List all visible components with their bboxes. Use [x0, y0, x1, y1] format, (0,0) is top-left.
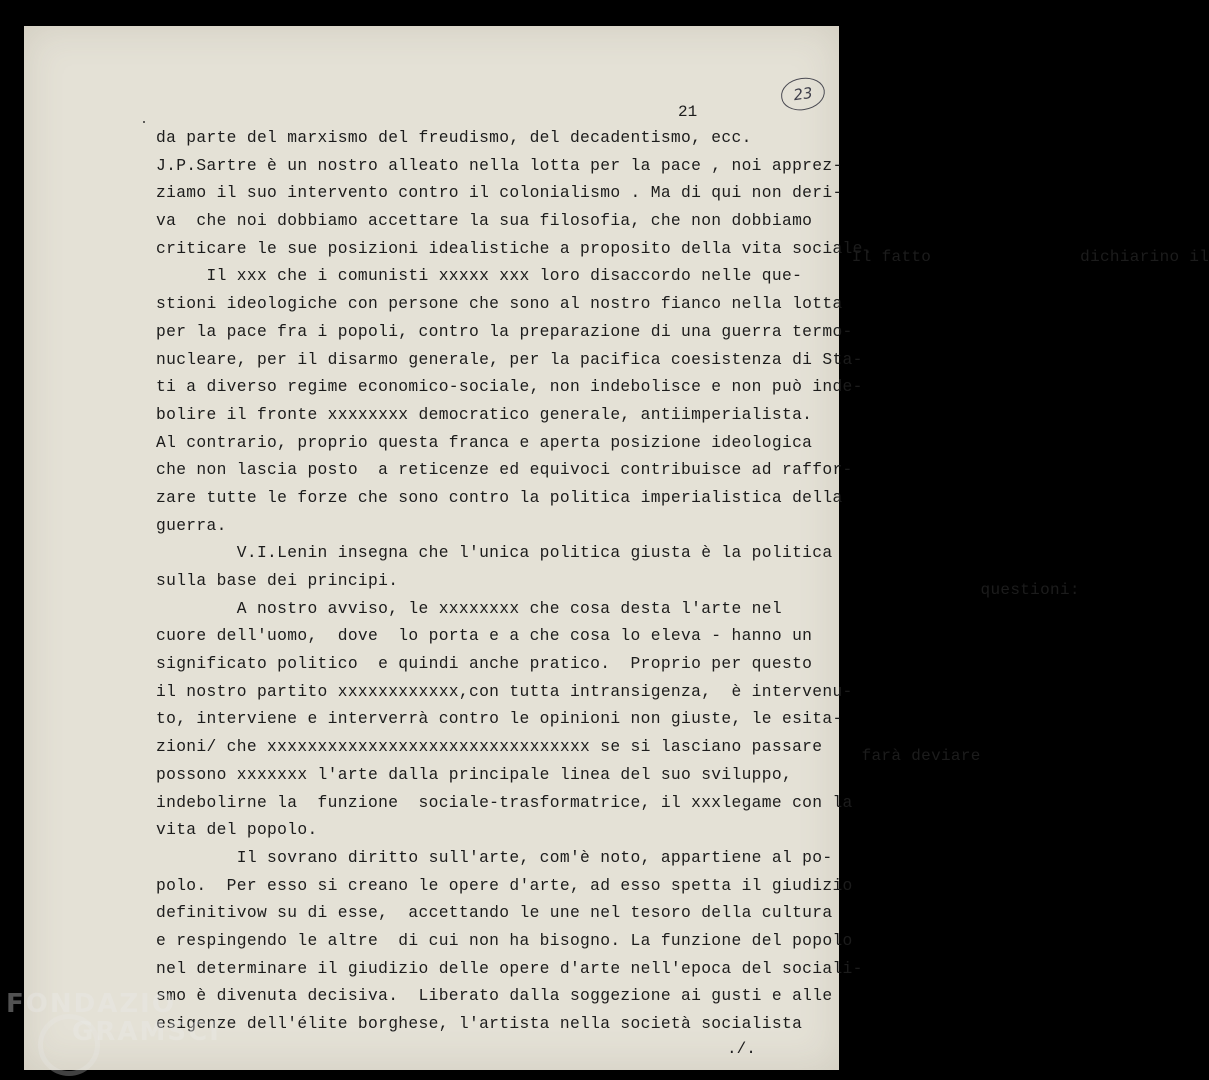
text-line: A nostro avviso, le xxxxxxxx che cosa desta l'arte nel questioni: — [156, 580, 1080, 618]
text-line: V.I.Lenin insegna che l'unica politica giusta è la politica — [156, 543, 833, 563]
text-line: Il sovrano diritto sull'arte, com'è noto, appartiene al po- — [156, 847, 833, 867]
text-line: to, interviene e interverrà contro le opinioni non giuste, le esita- — [156, 709, 843, 729]
text-line: il nostro partito xxxxxxxxxxxx,con tutta intransigenza, è intervenu- — [156, 681, 853, 701]
text-line: va che noi dobbiamo accettare la sua filosofia, che non dobbiamo — [156, 211, 813, 231]
text-line: ziamo il suo intervento contro il colonialismo . Ma di qui non deri- — [156, 183, 843, 203]
text-line: zare tutte le forze che sono contro la politica imperialistica della — [156, 487, 843, 507]
watermark-line-1: FONDAZIO — [6, 989, 176, 1019]
ink-speck — [143, 121, 145, 123]
text-line: sulla base dei principi. — [156, 571, 399, 590]
text-line: vita del popolo. — [156, 820, 318, 840]
folio-number: 23 — [792, 83, 814, 105]
text-line: per la pace fra i popoli, contro la preparazione di una guerra termo- — [156, 321, 853, 341]
text-line: esigenze dell'élite borghese, l'artista nella società socialista — [156, 1014, 803, 1033]
text-line: possono xxxxxxx l'arte dalla principale linea del suo sviluppo, farà deviare — [156, 746, 981, 784]
folio-stamp — [779, 75, 827, 113]
text-line: polo. Per esso si creano le opere d'arte, ad esso spetta il giudizio — [156, 875, 853, 895]
text-line: da parte del marxismo del freudismo, del decadentismo, ecc. — [156, 128, 752, 147]
text-line: definitivow su di esse, accettando le une nel tesoro della cultura — [156, 903, 833, 923]
typewritten-text — [156, 124, 1209, 1038]
interlinear-correction: Il fatto dichiarino il — [802, 248, 1209, 267]
text-line: nel determinare il giudizio delle opere d'arte nell'epoca del sociali- — [156, 958, 863, 978]
interlinear-correction: questioni: — [781, 580, 1080, 599]
watermark — [6, 990, 221, 1046]
text-line: guerra. — [156, 515, 227, 535]
text-line: J.P.Sartre è un nostro alleato nella lotta per la pace , noi apprez- — [156, 155, 843, 175]
text-line: cuore dell'uomo, dove lo porta e a che cosa lo eleva - hanno un — [156, 626, 813, 646]
text-line: significato politico e quindi anche pratico. Proprio per questo — [156, 654, 813, 674]
interlinear-correction: farà deviare — [792, 746, 981, 765]
text-line: Al contrario, proprio questa franca e aperta posizione ideologica — [156, 432, 813, 452]
text-line: nucleare, per il disarmo generale, per la pacifica coesistenza di Sta- — [156, 349, 863, 369]
text-line: e respingendo le altre di cui non ha bisogno. La funzione del popolo — [156, 930, 853, 950]
text-line: zioni/ che xxxxxxxxxxxxxxxxxxxxxxxxxxxxxxxx se si lasciano passare — [156, 737, 823, 757]
text-line: stioni ideologiche con persone che sono al nostro fianco nella lotta — [156, 294, 843, 314]
text-line: bolire il fronte xxxxxxxx democratico generale, antiimperialista. — [156, 404, 813, 424]
text-line: indebolirne la funzione sociale-trasformatrice, il xxxlegame con la — [156, 792, 853, 812]
watermark-line-2: GRAMSCI — [72, 1017, 221, 1047]
text-line: Il xxx che i comunisti xxxxx xxx loro disaccordo nelle que- Il fatto dichiarino il — [156, 248, 1209, 286]
continuation-mark: ./. — [727, 1040, 756, 1058]
page-number: 21 — [678, 103, 698, 121]
text-line: che non lascia posto a reticenze ed equivoci contribuisce ad raffor- — [156, 460, 853, 480]
text-line: ti a diverso regime economico-sociale, non indebolisce e non può inde- — [156, 377, 863, 397]
text-line: criticare le sue posizioni idealistiche a proposito della vita sociale. — [156, 238, 873, 258]
text-line: smo è divenuta decisiva. Liberato dalla soggezione ai gusti e alle — [156, 986, 833, 1006]
